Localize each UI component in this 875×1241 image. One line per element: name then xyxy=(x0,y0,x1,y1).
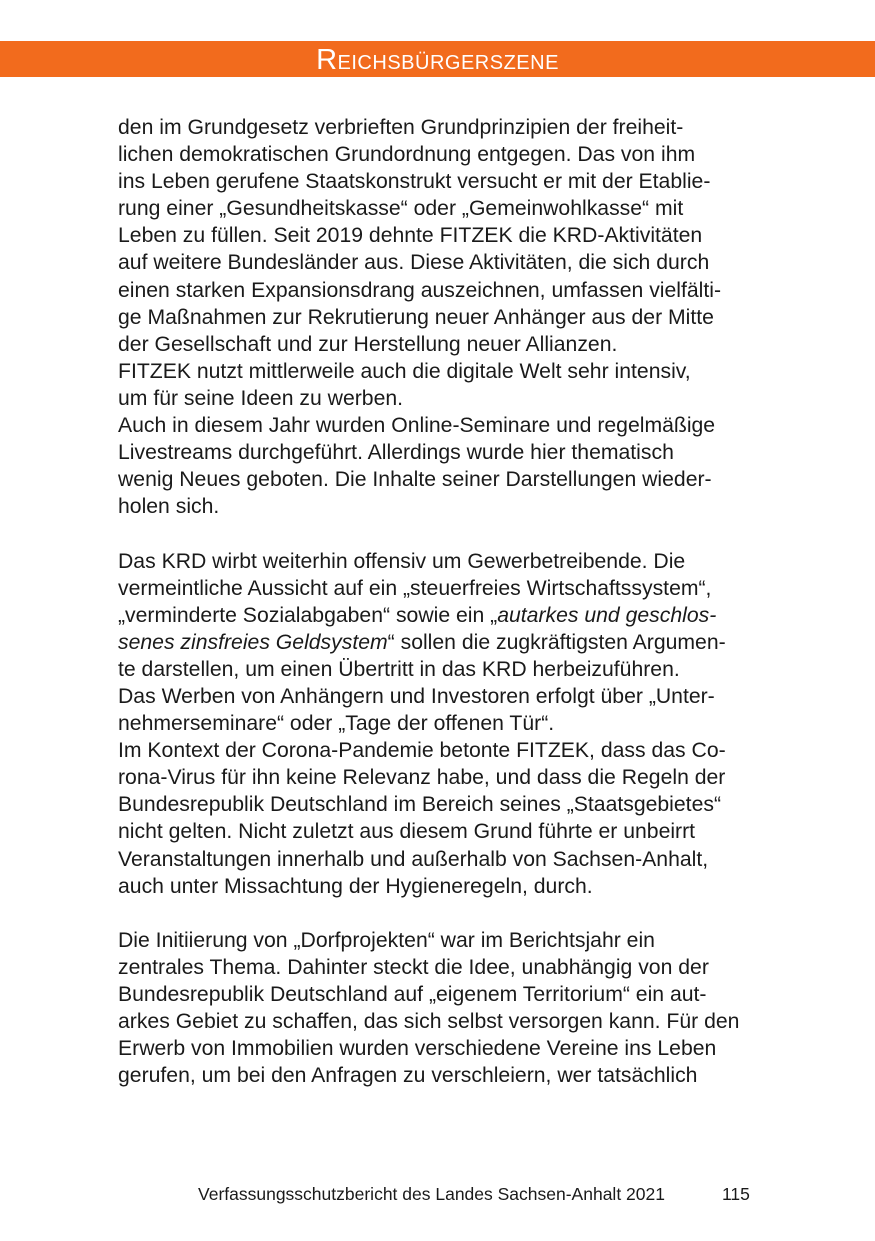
text-line: Livestreams durchgeführt. Allerdings wurde hier thematisch xyxy=(118,441,674,465)
text-line: Die Initiierung von „Dorfprojekten“ war im Berichtsjahr ein xyxy=(118,928,655,952)
text-line: Erwerb von Immobilien wurden verschiedene Vereine ins Leben xyxy=(118,1037,717,1061)
text-line: zentrales Thema. Dahinter steckt die Idee, unabhängig von der xyxy=(118,955,709,979)
text-line xyxy=(118,602,763,629)
section-title: Reichsbürgerszene xyxy=(316,44,559,76)
text-fragment: „verminderte Sozialabgaben“ sowie ein „ xyxy=(118,603,498,627)
text-line: lichen demokratischen Grundordnung entgegen. Das von ihm xyxy=(118,143,696,167)
italic-quote: autarkes und geschlos- xyxy=(497,603,717,627)
text-line: Bundesrepublik Deutschland auf „eigenem Territorium“ ein aut- xyxy=(118,983,707,1006)
text-line: Das Werben von Anhängern und Investoren erfolgt über „Unter- xyxy=(118,684,715,708)
text-line: rung einer „Gesundheitskasse“ oder „Gemeinwohlkasse“ mit xyxy=(118,197,684,221)
paragraph-spacer xyxy=(118,520,763,547)
section-header-bar xyxy=(0,41,875,77)
text-line: den im Grundgesetz verbrieften Grundprinzipien der freiheit- xyxy=(118,116,684,139)
text-line: Im Kontext der Corona-Pandemie betonte FITZEK, dass das Co- xyxy=(118,739,726,763)
text-line: auch unter Missachtung der Hygieneregeln, durch. xyxy=(118,874,593,898)
text-line: Leben zu füllen. Seit 2019 dehnte FITZEK die KRD-Aktivitäten xyxy=(118,224,703,248)
text-line: ins Leben gerufene Staatskonstrukt versucht er mit der Etablie- xyxy=(118,170,711,194)
text-line: um für seine Ideen zu werben. xyxy=(118,386,404,410)
text-line: rona-Virus für ihn keine Relevanz habe, und dass die Regeln der xyxy=(118,766,726,790)
text-fragment: “ sollen die zugkräftigsten Argumen- xyxy=(387,630,726,654)
text-line: einen starken Expansionsdrang auszeichnen, umfassen vielfälti- xyxy=(118,278,722,302)
body-text xyxy=(118,114,763,1089)
text-line: vermeintliche Aussicht auf ein „steuerfreies Wirtschaftssystem“, xyxy=(118,576,712,600)
paragraph-1 xyxy=(118,114,763,520)
text-line: FITZEK nutzt mittlerweile auch die digitale Welt sehr intensiv, xyxy=(118,359,691,383)
text-line xyxy=(118,629,763,656)
text-line: Veranstaltungen innerhalb und außerhalb von Sachsen-Anhalt, xyxy=(118,847,709,871)
paragraph-spacer xyxy=(118,900,763,927)
text-line: nicht gelten. Nicht zuletzt aus diesem Grund führte er unbeirrt xyxy=(118,820,696,844)
text-line: nehmerseminare“ oder „Tage der offenen Tür“. xyxy=(118,712,555,736)
page-number: 115 xyxy=(722,1184,750,1204)
paragraph-2 xyxy=(118,548,763,900)
publication-title: Verfassungsschutzbericht des Landes Sachsen-Anhalt 2021 xyxy=(198,1184,665,1204)
text-line: ge Maßnahmen zur Rekrutierung neuer Anhänger aus der Mitte xyxy=(118,305,714,329)
text-line: gerufen, um bei den Anfragen zu verschleiern, wer tatsächlich xyxy=(118,1064,698,1088)
text-line: Das KRD wirbt weiterhin offensiv um Gewerbetreibende. Die xyxy=(118,549,686,573)
text-line: holen sich. xyxy=(118,495,220,519)
text-line: der Gesellschaft und zur Herstellung neuer Allianzen. xyxy=(118,332,618,356)
text-line: auf weitere Bundesländer aus. Diese Aktivitäten, die sich durch xyxy=(118,251,710,275)
text-line: arkes Gebiet zu schaffen, das sich selbst versorgen kann. Für den xyxy=(118,1010,740,1034)
text-line: Auch in diesem Jahr wurden Online-Seminare und regelmäßige xyxy=(118,414,716,438)
text-line: Bundesrepublik Deutschland im Bereich seines „Staatsgebietes“ xyxy=(118,793,721,817)
italic-quote: senes zinsfreies Geldsystem xyxy=(118,630,388,654)
text-line: wenig Neues geboten. Die Inhalte seiner Darstellungen wieder- xyxy=(118,468,712,492)
text-line: te darstellen, um einen Übertritt in das KRD herbeizuführen. xyxy=(118,657,680,681)
page-footer xyxy=(0,1182,875,1206)
paragraph-3 xyxy=(118,927,763,1090)
